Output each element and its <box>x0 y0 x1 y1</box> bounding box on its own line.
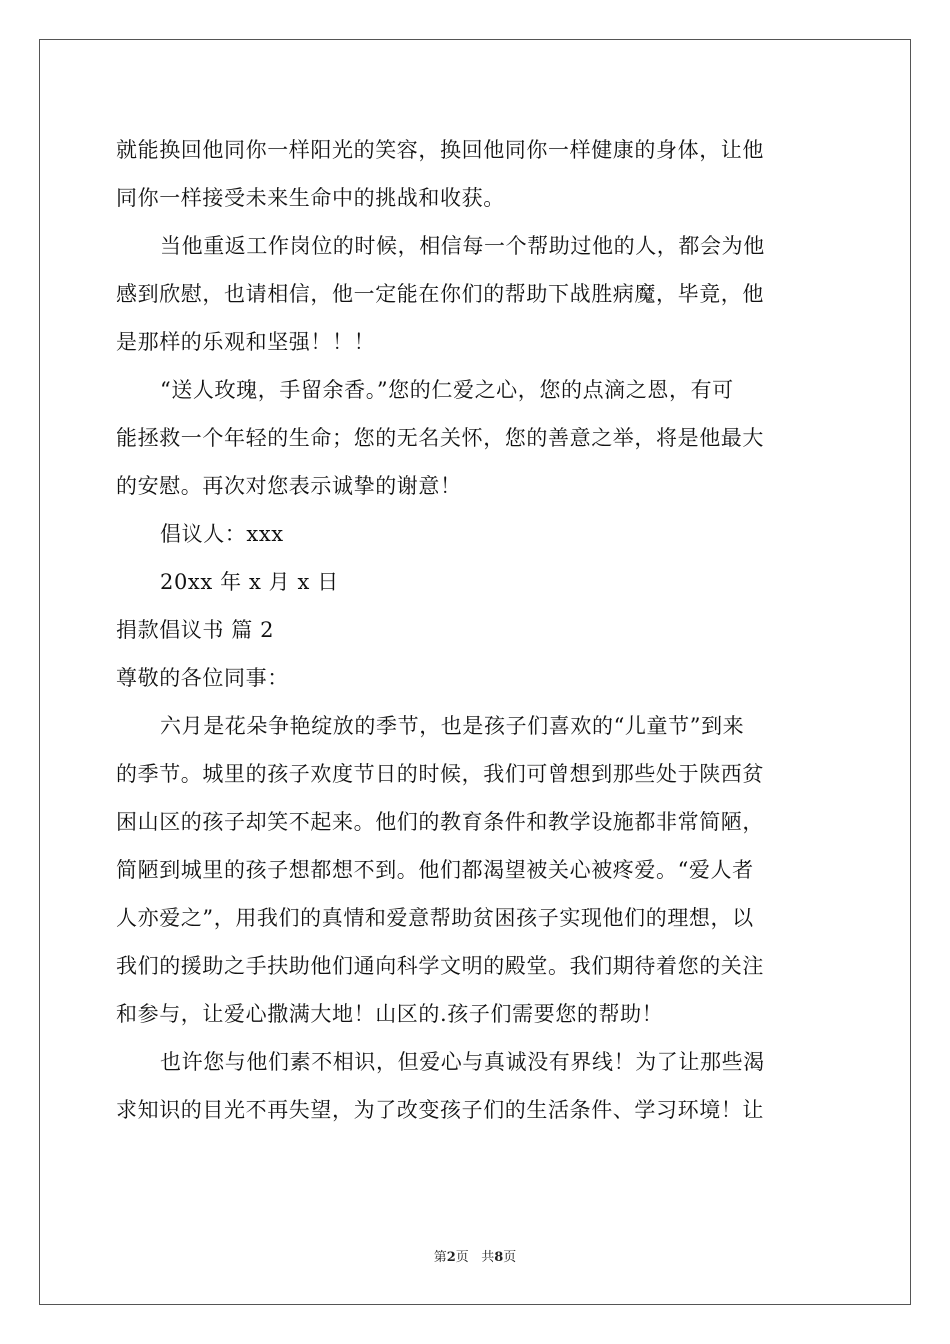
text-line: 我们的援助之手扶助他们通向科学文明的殿堂。我们期待着您的关注 <box>116 954 764 978</box>
text-line: 困山区的孩子却笑不起来。他们的教育条件和教学设施都非常简陋， <box>116 810 764 834</box>
text-line: 也许您与他们素不相识，但爱心与真诚没有界线！为了让那些渴 <box>160 1050 765 1074</box>
text-line: 的季节。城里的孩子欢度节日的时候，我们可曾想到那些处于陕西贫 <box>116 762 764 786</box>
total-pages-prefix: 共 <box>481 1250 495 1265</box>
text-line: “送人玫瑰，手留余香。”您的仁爱之心，您的点滴之恩，有可 <box>160 378 734 402</box>
page-number-prefix: 第 <box>433 1250 447 1265</box>
total-page-count: 8 <box>494 1250 504 1265</box>
text-line: 和参与，让爱心撒满大地！山区的.孩子们需要您的帮助！ <box>116 1002 664 1026</box>
text-line: 倡议人：xxx <box>160 522 284 546</box>
text-line: 20xx 年 x 月 x 日 <box>160 570 339 594</box>
text-line: 六月是花朵争艳绽放的季节，也是孩子们喜欢的“儿童节”到来 <box>160 714 745 738</box>
text-line: 捐款倡议书 篇 2 <box>116 618 275 642</box>
total-pages-suffix: 页 <box>503 1250 517 1265</box>
text-line: 人亦爱之”，用我们的真情和爱意帮助贫困孩子实现他们的理想，以 <box>116 906 754 930</box>
text-line: 当他重返工作岗位的时候，相信每一个帮助过他的人，都会为他 <box>160 234 765 258</box>
current-page-number: 2 <box>446 1250 456 1265</box>
document-body <box>116 126 832 1134</box>
text-line: 就能换回他同你一样阳光的笑容，换回他同你一样健康的身体，让他 <box>116 138 764 162</box>
text-line: 尊敬的各位同事： <box>116 666 289 690</box>
text-line: 是那样的乐观和坚强！！！ <box>116 330 376 354</box>
text-line: 的安慰。再次对您表示诚挚的谢意！ <box>116 474 462 498</box>
page-footer <box>0 1246 950 1265</box>
text-line: 简陋到城里的孩子想都想不到。他们都渴望被关心被疼爱。“爱人者 <box>116 858 754 882</box>
text-line: 求知识的目光不再失望，为了改变孩子们的生活条件、学习环境！让 <box>116 1098 764 1122</box>
text-line: 感到欣慰，也请相信，他一定能在你们的帮助下战胜病魔，毕竟，他 <box>116 282 764 306</box>
page-number-suffix: 页 <box>455 1250 469 1265</box>
text-line: 同你一样接受未来生命中的挑战和收获。 <box>116 186 505 210</box>
text-line: 能拯救一个年轻的生命；您的无名关怀，您的善意之举，将是他最大 <box>116 426 764 450</box>
